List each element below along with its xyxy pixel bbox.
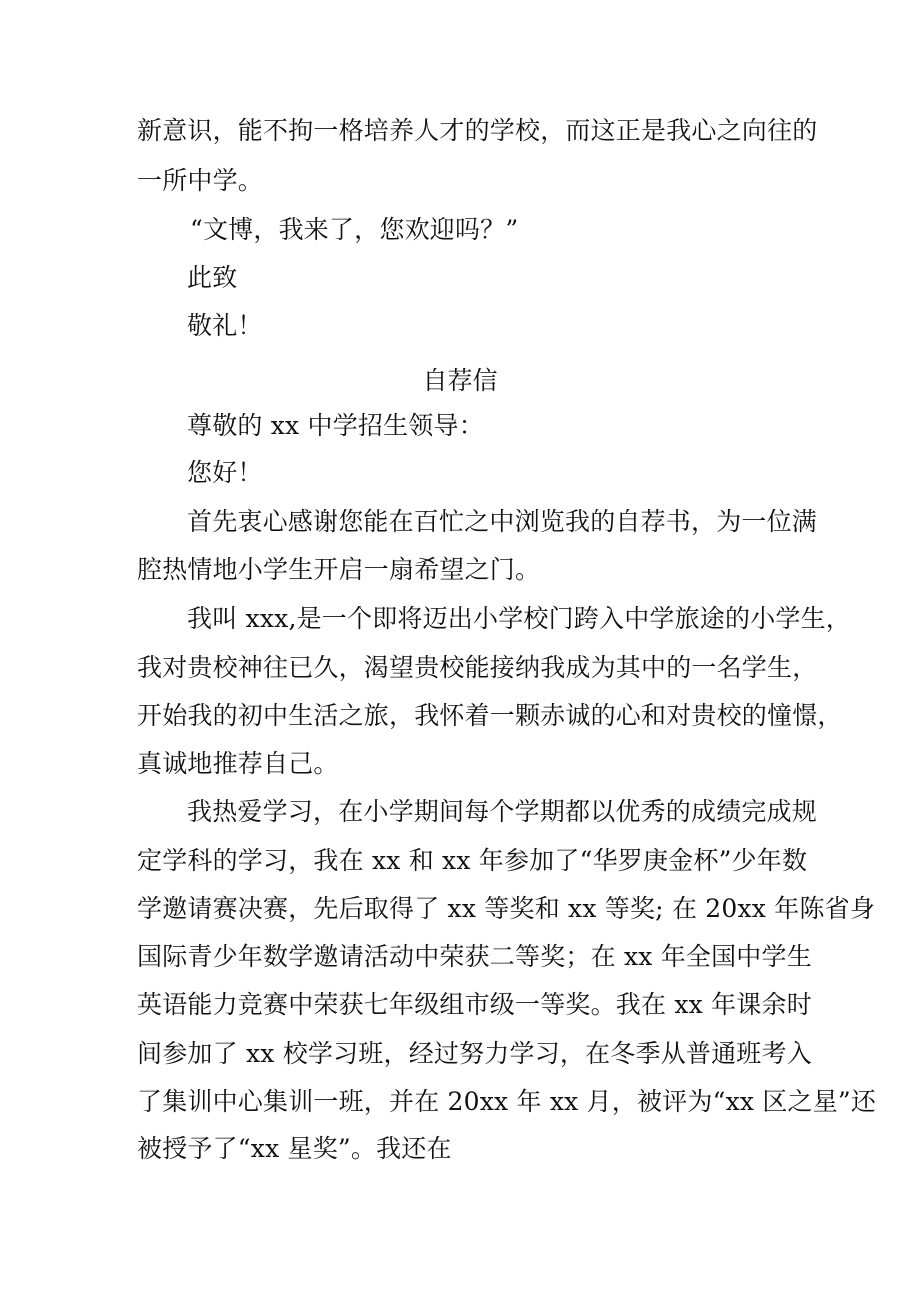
closing-line: 敬礼！	[187, 311, 263, 340]
text-line: 我叫 xxx,是一个即将迈出小学校门跨入中学旅途的小学生，	[187, 604, 851, 633]
text-line: 了集训中心集训一班，并在 20xx 年 xx 月，被评为“xx 区之星”还	[137, 1087, 877, 1116]
quote-line: “文博，我来了，您欢迎吗？”	[190, 215, 519, 244]
text-line: 新意识，能不拘一格培养人才的学校，而这正是我心之向往的	[137, 116, 818, 145]
text-line: 腔热情地小学生开启一扇希望之门。	[137, 555, 541, 584]
text-line: 英语能力竞赛中荣获七年级组市级一等奖。我在 xx 年课余时	[137, 990, 812, 1019]
text-line: 真诚地推荐自己。	[137, 749, 339, 778]
text-line: 一所中学。	[137, 166, 264, 195]
text-line: 国际青少年数学邀请活动中荣获二等奖；在 xx 年全国中学生	[137, 942, 812, 971]
letter-title: 自荐信	[422, 366, 498, 395]
text-line: 我热爱学习，在小学期间每个学期都以优秀的成绩完成规	[187, 797, 818, 826]
text-line: 间参加了 xx 校学习班，经过努力学习，在冬季从普通班考入	[137, 1039, 812, 1068]
text-line: 首先衷心感谢您能在百忙之中浏览我的自荐书，为一位满	[187, 507, 818, 536]
greeting: 您好！	[187, 458, 263, 487]
text-line: 定学科的学习，我在 xx 和 xx 年参加了“华罗庚金杯”少年数	[137, 846, 808, 875]
text-line: 我对贵校神往已久，渴望贵校能接纳我成为其中的一名学生，	[137, 653, 818, 682]
text-line: 开始我的初中生活之旅，我怀着一颗赤诚的心和对贵校的憧憬，	[137, 701, 843, 730]
closing-line: 此致	[187, 263, 238, 292]
salutation: 尊敬的 xx 中学招生领导：	[187, 411, 484, 440]
text-line: 被授予了“xx 星奖”。我还在	[137, 1134, 452, 1163]
text-line: 学邀请赛决赛，先后取得了 xx 等奖和 xx 等奖; 在 20xx 年陈省身	[137, 894, 876, 923]
